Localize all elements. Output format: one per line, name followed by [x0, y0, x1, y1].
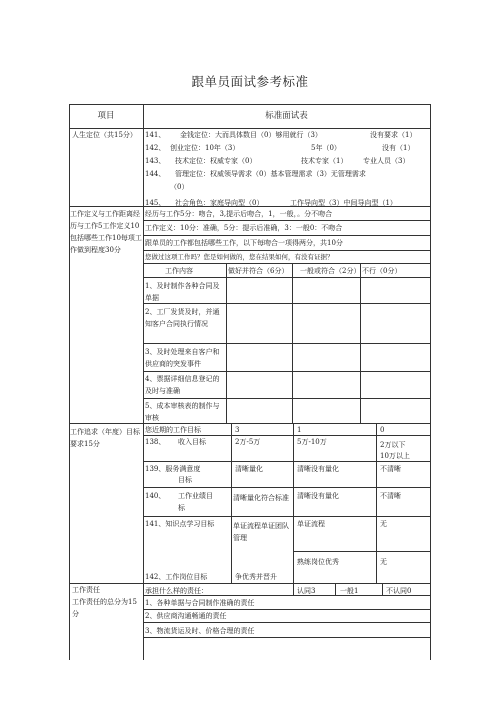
- s4-question: 承担什么样的责任：: [145, 587, 208, 595]
- s4-item-1: 1、各种单据与合同制作准确的责任: [145, 599, 255, 607]
- s4-label-2: 工作责任的总分为15分: [72, 598, 137, 618]
- s2-label: 工作定义与工作距离经历与工作5工作定义10包括哪些工作10每项工作做到程度30分: [70, 210, 142, 254]
- header-standard: 标准面试表: [265, 111, 308, 121]
- s2-th-good: 做好并符合（6分）: [228, 267, 289, 275]
- column-divider: [143, 104, 144, 660]
- s3-label: 工作追求（年度）目标要求15分: [70, 428, 140, 448]
- s1-bottom-border: [69, 206, 431, 207]
- s2-line-2: 工作定义：10分：准确，5分：提示后准确，3：一般0：不吻合: [145, 224, 343, 232]
- s3-goal-label: 您近期的工作目标: [145, 426, 201, 434]
- page-title: 跟单员面试参考标准: [191, 74, 309, 89]
- s2-th-bad: 不行（0分）: [362, 267, 402, 275]
- s1-content: 141、 金钱定位：大而具体数目（0）够用就行（3） 没有要求（1） 142、 创业定位：10年（3） 5年（0） 没有（1） 143、 技术定位：权威专家（0） 技术专家（1） 专业人员（3） 144、 管理定位：权威领导需求（0）基本管理需求（3）无管理需求 （0） 145、 社会角色：家庭导向型（0） 工作导向型（3）中间导向型（1）: [145, 131, 417, 206]
- s4-item-2: 2、供应商沟通畅通的责任: [145, 612, 227, 620]
- s2-item-2: 2、工厂发货及时，并通知客户合同执行情况: [145, 308, 220, 328]
- s3-bottom-border: [69, 583, 431, 584]
- s2-item-1: 1、及时制作各种合同及单据: [145, 282, 220, 302]
- s1-label: 人生定位（共15分）: [72, 131, 137, 139]
- s2-th-content: 工作内容: [165, 267, 193, 275]
- s4-label-1: 工作责任: [72, 586, 100, 594]
- s2-item-4: 4、票据详细信息登记的及时与准确: [145, 375, 220, 395]
- s2-th-fair: 一般或符合（2分）: [300, 267, 361, 275]
- header-project: 项目: [97, 111, 115, 121]
- table-right-border: [430, 104, 431, 660]
- s2-item-3: 3、及时处理来自客户和供应商的突发事件: [145, 348, 220, 368]
- table-top-border: [69, 104, 431, 105]
- s2-line-3: 跟单员的工作都包括哪些工作，以下每吻合一项得两分，共10分: [145, 239, 343, 247]
- s2-line-1: 经历与工作5分：吻合，3,提示后吻合，1，一般，。分不吻合: [145, 210, 333, 218]
- table-left-border: [69, 104, 70, 660]
- s2-line-4: 您做过这项工作吗？您是如何做的，您在结果如何，有没有证据？: [145, 253, 334, 261]
- s4-item-3: 3、物流货运及时、价格合理的责任: [145, 627, 255, 635]
- s2-item-5: 5、成本审核表的制作与审核: [145, 402, 220, 422]
